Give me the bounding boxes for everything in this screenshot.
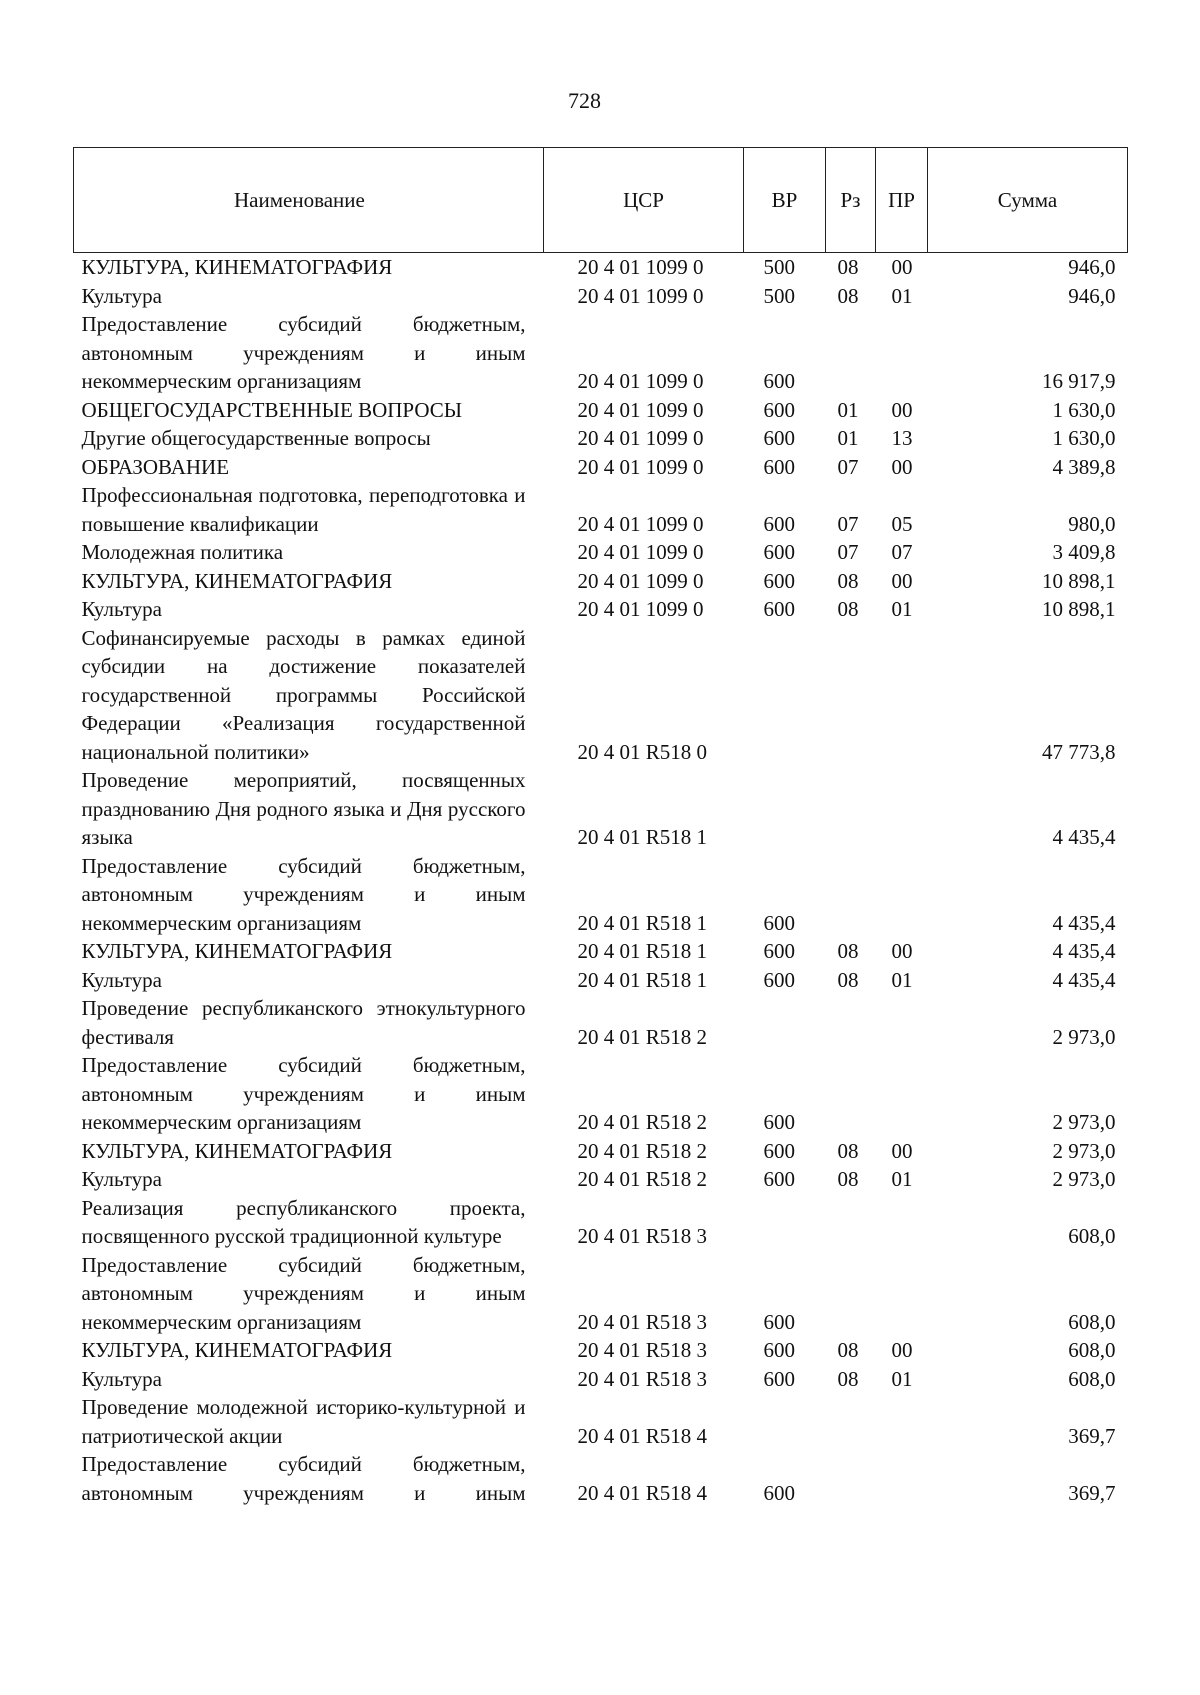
cell-pr (876, 852, 928, 938)
table-row (74, 1051, 1128, 1137)
cell-csr: 20 4 01 R518 3 (577, 1309, 708, 1334)
cell-rz (826, 1393, 876, 1450)
cell-vr: 600 (763, 1167, 795, 1191)
cell-rz: 01 (837, 397, 859, 422)
table-row (74, 310, 1128, 396)
cell-pr: 13 (891, 426, 913, 450)
cell-pr: 00 (891, 255, 913, 279)
cell-name: Проведение республиканского этнокультурного фестиваля (81, 996, 526, 1049)
cell-sum: 608,0 (1068, 1224, 1116, 1248)
cell-vr: 600 (763, 1366, 795, 1391)
cell-pr (876, 310, 928, 396)
table-row (74, 282, 1128, 311)
cell-sum: 980,0 (1068, 511, 1116, 536)
cell-pr: 00 (891, 454, 913, 479)
cell-sum: 2 973,0 (1052, 1110, 1116, 1134)
page-number: 728 (568, 88, 601, 113)
table-row (74, 595, 1128, 624)
cell-csr: 20 4 01 R518 4 (577, 1480, 708, 1505)
cell-rz (826, 1251, 876, 1337)
table-row (74, 1194, 1128, 1251)
cell-vr: 600 (763, 568, 795, 593)
cell-name: Проведение молодежной историко-культурной и патриотической акции (81, 1395, 526, 1448)
table-row (74, 453, 1128, 482)
cell-sum: 16 917,9 (1042, 369, 1116, 393)
cell-pr (876, 766, 928, 852)
cell-vr (744, 624, 826, 767)
cell-pr (876, 1194, 928, 1251)
cell-pr: 07 (891, 540, 913, 564)
table-row (74, 1336, 1128, 1365)
cell-csr: 20 4 01 R518 2 (577, 1167, 708, 1191)
cell-name: ОБРАЗОВАНИЕ (81, 454, 230, 479)
cell-name: КУЛЬТУРА, КИНЕМАТОГРАФИЯ (81, 1138, 393, 1163)
cell-vr: 600 (763, 1110, 795, 1134)
table-row (74, 966, 1128, 995)
cell-rz: 08 (837, 255, 859, 279)
cell-pr: 01 (891, 967, 913, 992)
cell-vr (744, 1393, 826, 1450)
cell-vr: 600 (763, 369, 795, 393)
table-row (74, 1251, 1128, 1337)
cell-sum: 2 973,0 (1052, 1024, 1116, 1049)
table-row (74, 538, 1128, 567)
cell-vr (744, 766, 826, 852)
cell-rz (826, 766, 876, 852)
cell-name: Молодежная политика (81, 540, 284, 564)
cell-name: Предоставление субсидий бюджетным, автономным учреждениям и иным (81, 1452, 526, 1505)
cell-rz: 08 (837, 1338, 859, 1362)
table-row (74, 766, 1128, 852)
cell-pr: 01 (891, 1167, 913, 1191)
cell-pr: 00 (891, 939, 913, 963)
header-rz: Рз (826, 148, 876, 253)
cell-sum: 4 435,4 (1052, 910, 1116, 935)
cell-name: КУЛЬТУРА, КИНЕМАТОГРАФИЯ (81, 1338, 393, 1362)
cell-vr: 600 (763, 1138, 795, 1163)
table-row (74, 567, 1128, 596)
table-row (74, 937, 1128, 966)
cell-name: Предоставление субсидий бюджетным, автономным учреждениям и иным некоммерческим организациям (81, 1252, 526, 1334)
cell-name: Другие общегосударственные вопросы (81, 426, 431, 450)
cell-name: Культура (81, 967, 162, 992)
cell-name: Предоставление субсидий бюджетным, автономным учреждениям и иным некоммерческим организациям (81, 853, 526, 935)
cell-rz (826, 852, 876, 938)
cell-csr: 20 4 01 1099 0 (577, 255, 704, 279)
table-row (74, 1393, 1128, 1450)
table-row (74, 396, 1128, 425)
cell-csr: 20 4 01 R518 4 (577, 1423, 708, 1448)
cell-name: Профессиональная подготовка, переподготовка и повышение квалификации (81, 483, 526, 536)
cell-csr: 20 4 01 1099 0 (577, 511, 704, 536)
cell-csr: 20 4 01 R518 1 (577, 939, 708, 963)
cell-name: КУЛЬТУРА, КИНЕМАТОГРАФИЯ (81, 255, 393, 279)
cell-name: Софинансируемые расходы в рамках единой субсидии на достижение показателей государственной программы Российской Федерации «Реализация государственной национальной политики» (81, 625, 526, 764)
cell-name: Культура (81, 1167, 162, 1191)
cell-sum: 369,7 (1068, 1423, 1116, 1448)
cell-csr: 20 4 01 1099 0 (577, 397, 704, 422)
cell-rz (826, 624, 876, 767)
cell-sum: 608,0 (1068, 1309, 1116, 1334)
cell-vr (744, 994, 826, 1051)
header-sum: Сумма (928, 148, 1128, 253)
cell-sum: 369,7 (1068, 1480, 1116, 1505)
cell-vr: 600 (763, 1338, 795, 1362)
cell-vr: 600 (763, 540, 795, 564)
cell-csr: 20 4 01 R518 3 (577, 1366, 708, 1391)
cell-rz: 08 (837, 1138, 859, 1163)
cell-csr: 20 4 01 1099 0 (577, 426, 704, 450)
cell-pr (876, 1450, 928, 1507)
cell-rz: 08 (837, 283, 859, 308)
cell-rz (826, 994, 876, 1051)
cell-sum: 4 435,4 (1052, 967, 1116, 992)
budget-table (73, 147, 1128, 1507)
header-csr: ЦСР (544, 148, 744, 253)
cell-rz: 08 (837, 568, 859, 593)
cell-vr: 600 (763, 1480, 795, 1505)
cell-vr: 600 (763, 397, 795, 422)
header-pr: ПР (876, 148, 928, 253)
cell-csr: 20 4 01 1099 0 (577, 369, 704, 393)
cell-vr: 600 (763, 939, 795, 963)
cell-name: ОБЩЕГОСУДАРСТВЕННЫЕ ВОПРОСЫ (81, 397, 463, 422)
cell-csr: 20 4 01 R518 2 (577, 1110, 708, 1134)
cell-sum: 2 973,0 (1052, 1138, 1116, 1163)
cell-pr: 00 (891, 1338, 913, 1362)
table-row (74, 253, 1128, 282)
cell-pr: 00 (891, 568, 913, 593)
cell-csr: 20 4 01 R518 3 (577, 1338, 708, 1362)
cell-name: Культура (81, 597, 162, 621)
cell-csr: 20 4 01 R518 1 (577, 910, 708, 935)
cell-vr: 600 (763, 1309, 795, 1334)
cell-sum: 608,0 (1068, 1338, 1116, 1362)
cell-vr: 500 (763, 283, 795, 308)
cell-pr (876, 624, 928, 767)
cell-pr (876, 1251, 928, 1337)
cell-rz: 08 (837, 939, 859, 963)
cell-sum: 4 389,8 (1052, 454, 1116, 479)
cell-vr: 600 (763, 511, 795, 536)
cell-vr: 600 (763, 454, 795, 479)
cell-csr: 20 4 01 R518 0 (577, 739, 708, 764)
cell-csr: 20 4 01 R518 1 (577, 967, 708, 992)
table-row (74, 994, 1128, 1051)
table-row (74, 852, 1128, 938)
table-header (74, 148, 1128, 253)
cell-pr: 00 (891, 397, 913, 422)
cell-vr: 600 (763, 597, 795, 621)
cell-rz (826, 310, 876, 396)
cell-vr: 600 (763, 967, 795, 992)
cell-name: Проведение мероприятий, посвященных празднованию Дня родного языка и Дня русского языка (81, 768, 526, 849)
cell-pr: 01 (891, 597, 913, 621)
cell-sum: 10 898,1 (1042, 568, 1116, 593)
cell-rz: 07 (837, 454, 859, 479)
cell-pr: 05 (891, 511, 913, 536)
cell-name: КУЛЬТУРА, КИНЕМАТОГРАФИЯ (81, 568, 393, 593)
header-vr: ВР (744, 148, 826, 253)
cell-sum: 4 435,4 (1052, 825, 1116, 849)
cell-name: Реализация республиканского проекта, посвященного русской традиционной культуре (81, 1195, 526, 1248)
cell-name: КУЛЬТУРА, КИНЕМАТОГРАФИЯ (81, 939, 393, 963)
cell-pr (876, 1393, 928, 1450)
cell-sum: 10 898,1 (1042, 597, 1116, 621)
cell-csr: 20 4 01 1099 0 (577, 568, 704, 593)
cell-pr: 01 (891, 283, 913, 308)
cell-rz: 01 (837, 426, 859, 450)
cell-csr: 20 4 01 R518 2 (577, 1138, 708, 1163)
cell-csr: 20 4 01 R518 1 (577, 825, 708, 849)
cell-vr: 600 (763, 910, 795, 935)
cell-rz (826, 1450, 876, 1507)
cell-sum: 1 630,0 (1052, 426, 1116, 450)
table-row (74, 624, 1128, 767)
table-row (74, 481, 1128, 538)
cell-vr: 600 (763, 426, 795, 450)
cell-csr: 20 4 01 1099 0 (577, 540, 704, 564)
table-row (74, 1365, 1128, 1394)
cell-rz: 08 (837, 1167, 859, 1191)
cell-rz: 08 (837, 1366, 859, 1391)
table-row (74, 1165, 1128, 1194)
cell-name: Культура (81, 283, 162, 308)
cell-rz (826, 1194, 876, 1251)
cell-pr (876, 994, 928, 1051)
cell-csr: 20 4 01 1099 0 (577, 454, 704, 479)
cell-name: Культура (81, 1366, 162, 1391)
cell-csr: 20 4 01 1099 0 (577, 283, 704, 308)
cell-name: Предоставление субсидий бюджетным, автономным учреждениям и иным некоммерческим организациям (81, 1053, 526, 1134)
cell-pr (876, 1051, 928, 1137)
cell-name: Предоставление субсидий бюджетным, автономным учреждениям и иным некоммерческим организациям (81, 312, 526, 393)
cell-pr: 01 (891, 1366, 913, 1391)
cell-vr (744, 1194, 826, 1251)
cell-rz: 08 (837, 597, 859, 621)
table-body (74, 253, 1128, 1508)
cell-sum: 608,0 (1068, 1366, 1116, 1391)
header-name: Наименование (74, 148, 544, 253)
cell-pr: 00 (891, 1138, 913, 1163)
table-row (74, 1137, 1128, 1166)
cell-vr: 500 (763, 255, 795, 279)
cell-rz (826, 1051, 876, 1137)
cell-sum: 4 435,4 (1052, 939, 1116, 963)
cell-sum: 2 973,0 (1052, 1167, 1116, 1191)
cell-csr: 20 4 01 1099 0 (577, 597, 704, 621)
table-row (74, 424, 1128, 453)
cell-sum: 946,0 (1068, 283, 1116, 308)
cell-sum: 1 630,0 (1052, 397, 1116, 422)
table-row (74, 1450, 1128, 1507)
cell-rz: 07 (837, 511, 859, 536)
cell-sum: 47 773,8 (1042, 739, 1116, 764)
cell-sum: 3 409,8 (1052, 540, 1116, 564)
cell-sum: 946,0 (1068, 255, 1116, 279)
cell-csr: 20 4 01 R518 3 (577, 1224, 708, 1248)
cell-csr: 20 4 01 R518 2 (577, 1024, 708, 1049)
cell-rz: 08 (837, 967, 859, 992)
cell-rz: 07 (837, 540, 859, 564)
